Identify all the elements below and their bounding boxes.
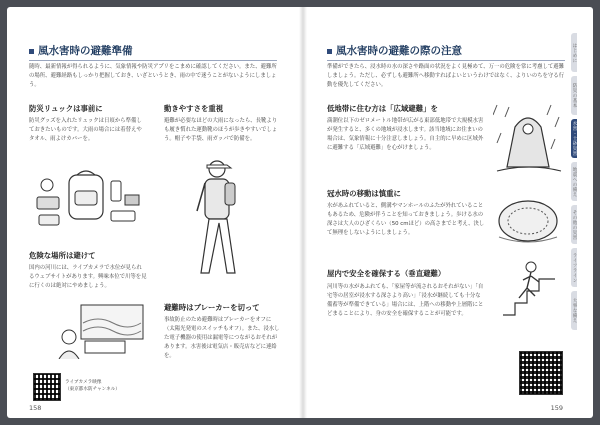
chapter-tabs: [571, 33, 593, 334]
qr-caption: ライブカメラ映像 （東京都水防チャンネル）: [65, 380, 120, 392]
qr-code[interactable]: [33, 373, 61, 401]
subheading: 冠水時の移動は慎重に: [327, 189, 401, 198]
subheading: 低地帯に住む方は「広域避難」を: [327, 104, 438, 113]
manhole-illustration: [497, 193, 559, 245]
intro-text: 準備ができたら、浸水時の水の深さや路面の状況をよく見極めて、万一の危険を常に考慮して避難しましょう。ただし、必ずしも避難所へ移動すればよいというわけではなく、よりいのちを守る行動を優先してください。: [327, 64, 565, 88]
body-text: 防災グッズを入れたリュックは日頃から準備しておきたいものです。大雨の場合には着替えやタオル、雨よけカバーを。: [29, 118, 142, 142]
body-text: 河川等の水があふれても、「家屋等が流されるおそれがない」「自宅等の居室が浸水する深さより高い」「浸水が継続しても十分な備蓄等が準備できている」場合には、上階への移動や上層階にとどまることにより、身の安全を確保することが可能です。: [327, 284, 484, 317]
body-text: 満潮位以下のゼロメートル地帯が広がる東部低地帯で大規模水害が発生すると、多くの地域が浸水します。該当地域にお住まいの場合は、気象情報に十分注意しましょう。自主的に早めに区域外に避難する「広域避難」を心がけましょう。: [327, 118, 484, 151]
subheading: 動きやすさを重視: [164, 104, 224, 113]
rain-person-illustration: [493, 103, 563, 179]
subheading: 防災リュックは事前に: [29, 104, 103, 113]
tab-chapter-1[interactable]: はじめに: [571, 33, 577, 72]
tab-chapter-5[interactable]: その他の災害: [571, 205, 577, 244]
tab-chapter-2[interactable]: 防災の基本: [571, 76, 577, 115]
subheading: 屋内で安全を確保する（垂直避難）: [327, 269, 446, 278]
body-text: 国内の河川には、ライブカメラで水位が見られるウェブサイトがあります。興味本位で川等を見に行くのは絶対にやめましょう。: [29, 265, 147, 289]
tab-chapter-6[interactable]: ライフライン: [571, 248, 577, 287]
tab-chapter-3[interactable]: 水害・土砂災害: [572, 121, 577, 156]
intro-text: 随時、最新情報が得られるように、気象情報や防災アプリをこまめに確認してください。また、避難所の場所、避難経路もしっかり把握しておき、いざというとき、雨の中で迷うことがないようにしましょう。: [29, 64, 277, 88]
page-number: 158: [29, 404, 42, 412]
stairs-person-illustration: [501, 259, 559, 317]
walking-person-illustration: [185, 155, 255, 283]
qr-code[interactable]: [519, 351, 563, 395]
subheading: 避難時はブレーカーを切って: [164, 303, 260, 312]
title-marker: [29, 49, 34, 54]
section-title: 風水害時の避難準備: [29, 45, 277, 58]
body-text: 避難が必要なほどの大雨になったら、長靴よりも履き慣れた運動靴のほうが歩きやすいでしょう。帽子や手袋、雨ガッパで防備を。: [164, 118, 278, 142]
backpack-illustration: [31, 167, 143, 229]
subheading: 危険な場所は避けて: [29, 251, 96, 260]
tab-chapter-4[interactable]: 地震への備え: [571, 162, 577, 201]
river-camera-illustration: [51, 303, 147, 359]
book-spread: [7, 7, 593, 418]
page-number: 159: [550, 404, 563, 412]
left-page: [7, 7, 299, 418]
section-title: 風水害時の避難の際の注意: [327, 45, 565, 58]
tab-chapter-7[interactable]: 大事な備え: [571, 291, 577, 330]
right-page: [307, 7, 593, 418]
body-text: 水があふれていると、側溝やマンホールのふたが外れていることもあるため、危険が伴うことを知っておきましょう。歩ける水の深さは大人のひざくらい（50 cmほど）の高さまでと考え、決して無理をしないようにしましょう。: [327, 203, 485, 236]
body-text: 事故防止のため避難時はブレーカーをオフに（太陽光発電のスイッチもオフ）。また、浸水した電子機器の使用は漏電等につながるおそれがあります。水害後は電気店・販売店などに連絡を。: [164, 317, 280, 359]
title-marker: [327, 49, 332, 54]
book-gutter: [299, 7, 307, 418]
